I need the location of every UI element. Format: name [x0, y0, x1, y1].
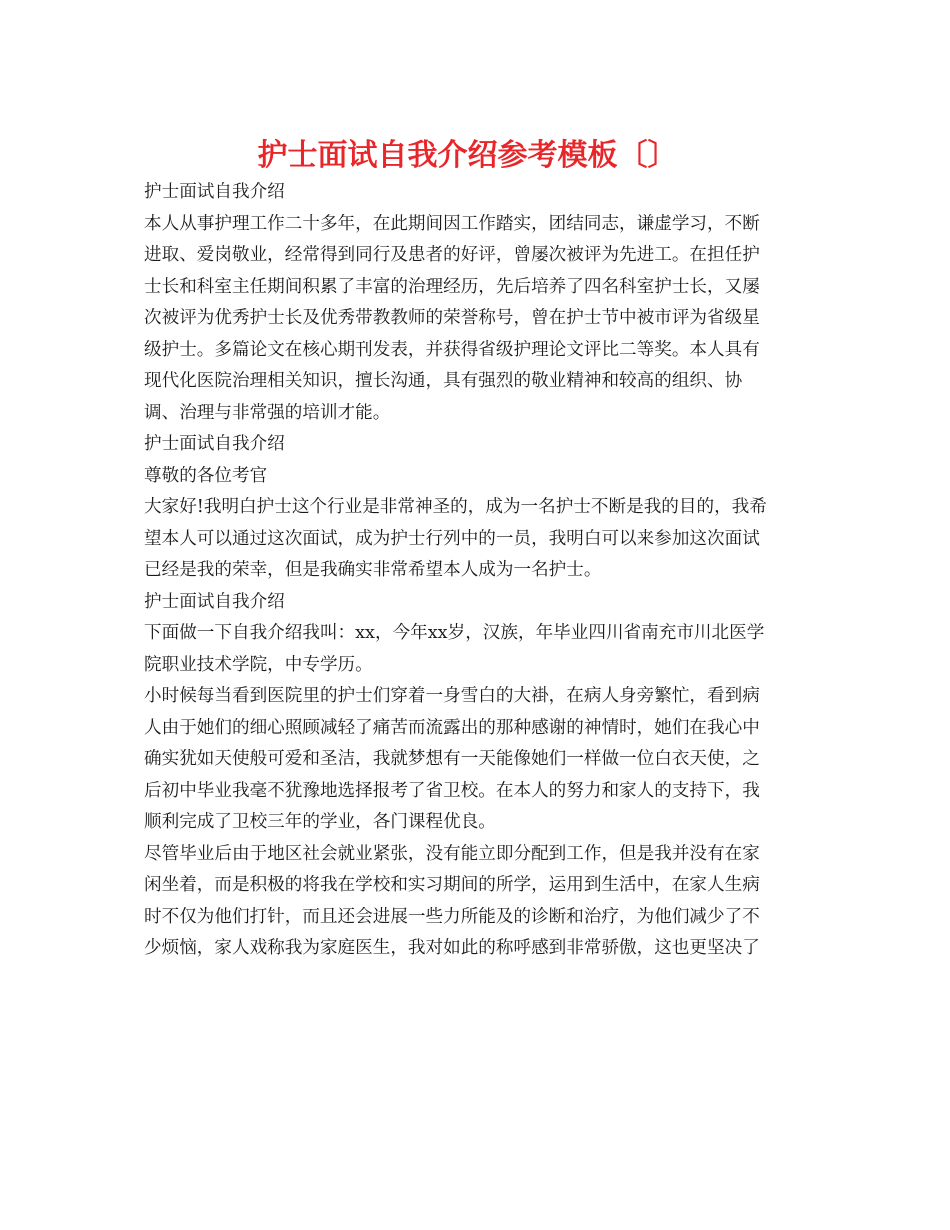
- body-line: 时不仅为他们打针，而且还会进展一些力所能及的诊断和治疗，为他们减少了不: [144, 906, 760, 927]
- body-line: 尽管毕业后由于地区社会就业紧张，没有能立即分配到工作，但是我并没有在家: [144, 843, 760, 864]
- body-line: 级护士。多篇论文在核心期刊发表，并获得省级护理论文评比二等奖。本人具有: [144, 339, 760, 360]
- body-line: 次被评为优秀护士长及优秀带教教师的荣誉称号，曾在护士节中被市评为省级星: [144, 308, 760, 328]
- body-line: 确实犹如天使般可爱和圣洁，我就梦想有一天能像她们一样做一位白衣天使，之: [144, 749, 760, 769]
- body-line: 护士面试自我介绍: [144, 591, 285, 612]
- body-line: 本人从事护理工作二十多年，在此期间因工作踏实，团结同志，谦虚学习，不断: [144, 213, 760, 234]
- body-line: 顺利完成了卫校三年的学业，各门课程优良。: [144, 812, 496, 832]
- body-line: 尊敬的各位考官: [144, 465, 268, 486]
- body-line: 现代化医院治理相关知识，擅长沟通，具有强烈的敬业精神和较高的组织、协: [144, 371, 743, 391]
- document-title: 护士面试自我介绍参考模板〔〕: [257, 138, 678, 173]
- body-line: 小时候每当看到医院里的护士们穿着一身雪白的大褂，在病人身旁繁忙，看到病: [144, 686, 760, 706]
- body-line: 望本人可以通过这次面试，成为护士行列中的一员，我明白可以来参加这次面试: [144, 528, 760, 549]
- body-line: 大家好!我明白护士这个行业是非常神圣的，成为一名护士不断是我的目的，我希: [144, 497, 767, 517]
- body-line: 少烦恼，家人戏称我为家庭医生，我对如此的称呼感到非常骄傲，这也更坚决了: [144, 938, 760, 958]
- body-line: 院职业技术学院，中专学历。: [144, 654, 373, 675]
- body-line: 下面做一下自我介绍我叫：xx，今年xx岁，汉族，年毕业四川省南充市川北医学: [144, 623, 765, 643]
- body-line: 人由于她们的细心照顾减轻了痛苦而流露出的那种感谢的神情时，她们在我心中: [144, 717, 760, 738]
- body-line: 后初中毕业我毫不犹豫地选择报考了省卫校。在本人的努力和家人的支持下，我: [144, 780, 760, 801]
- body-line: 调、治理与非常强的培训才能。: [144, 402, 391, 423]
- body-line: 护士面试自我介绍: [144, 182, 285, 202]
- body-line: 已经是我的荣幸，但是我确实非常希望本人成为一名护士。: [144, 560, 602, 580]
- body-line: 士长和科室主任期间积累了丰富的治理经历，先后培养了四名科室护士长，又屡: [144, 276, 760, 297]
- document-body: [144, 177, 812, 965]
- body-line: 闲坐着，而是积极的将我在学校和实习期间的所学，运用到生活中，在家人生病: [144, 875, 760, 895]
- body-line: 进取、爱岗敬业，经常得到同行及患者的好评，曾屡次被评为先进工。在担任护: [144, 245, 760, 265]
- body-line: 护士面试自我介绍: [144, 434, 285, 454]
